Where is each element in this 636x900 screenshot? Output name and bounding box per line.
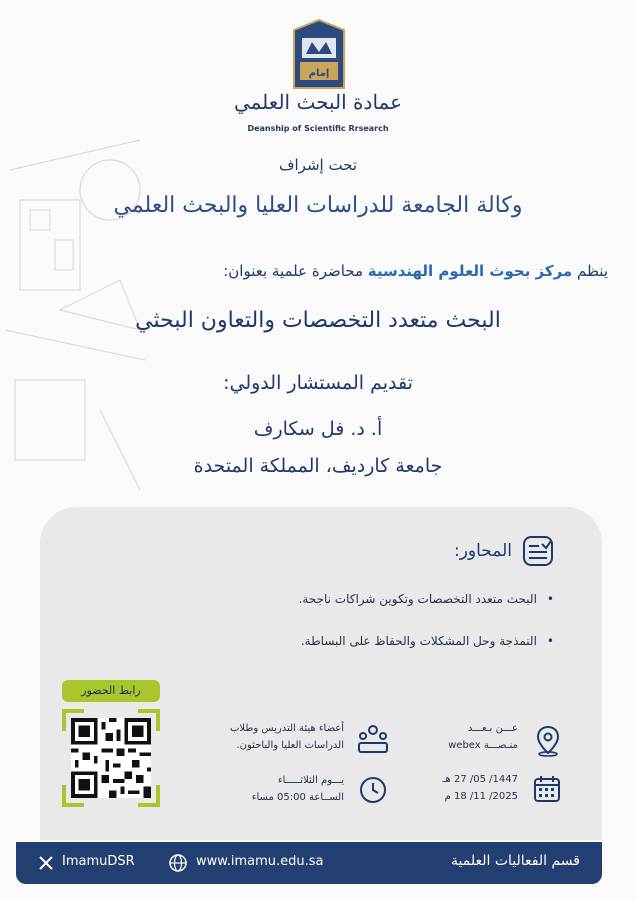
globe-icon (168, 853, 188, 873)
intro-suffix: محاضرة علمية بعنوان: (223, 262, 368, 280)
research-center-name: مركز بحوث العلوم الهندسية (367, 262, 573, 280)
deanship-name-english: Deanship of Scientific Rrsearch (247, 124, 389, 133)
bullet-icon: • (546, 634, 554, 648)
time-line: الســاعة 05:00 مساء (251, 792, 344, 803)
audience-line: أعضاء هيئة التدريس وطلاب (230, 723, 344, 734)
date-text (443, 771, 518, 805)
axis-item-text: البحث متعدد التخصصات وتكوين شراكات ناجحة. (298, 592, 537, 606)
day-line: يـــوم الثلاثـــــاء (277, 775, 344, 786)
location-pin-icon (534, 725, 562, 757)
intro-line (223, 262, 608, 280)
intro-prefix: ينظم (572, 262, 608, 280)
axis-item (299, 592, 554, 606)
speaker-affiliation: جامعة كارديف، المملكة المتحدة (193, 455, 443, 477)
audience-text (230, 720, 344, 754)
vice-rectorate-title: وكالة الجامعة للدراسات العليا والبحث العلمي (113, 193, 523, 218)
speaker-name: أ. د. فل سكارف (253, 418, 383, 440)
axis-item-text: النمذجة وحل المشكلات والحفاظ على البساطة. (300, 634, 537, 648)
gregorian-date: 2025/ 11/ 18 م (444, 791, 518, 802)
attendance-link-label: رابط الحضور (62, 680, 160, 702)
hijri-date: 1447/ 05/ 27 هـ (442, 774, 518, 785)
social-handle[interactable]: ImamuDSR (62, 854, 135, 869)
attendance-qr-code[interactable] (71, 718, 151, 798)
footer-bar (16, 842, 602, 884)
mode-text (448, 720, 518, 754)
platform-line: منـصـــة webex (448, 740, 518, 751)
deanship-name-arabic: عمادة البحث العلمي (233, 90, 403, 114)
details-panel (40, 507, 602, 840)
website-link[interactable]: www.imamu.edu.sa (196, 854, 324, 869)
axes-heading-text: المحاور: (453, 541, 512, 561)
clock-icon (358, 775, 388, 805)
audience-icon (356, 723, 390, 755)
lecture-title: البحث متعدد التخصصات والتعاون البحثي (135, 308, 501, 333)
time-text (252, 772, 344, 806)
calendar-icon (532, 774, 562, 804)
checklist-icon (522, 535, 554, 567)
audience-line: الدراسات العليا والباحثون. (236, 740, 344, 751)
mode-line: عـــن بـعـــد (467, 723, 518, 734)
axis-item (301, 634, 554, 648)
axes-heading (454, 535, 554, 567)
presented-by-label: تقديم المستشار الدولي: (223, 372, 413, 394)
supervision-label: تحت إشراف (278, 156, 358, 174)
logo-text: إمام (308, 68, 330, 79)
x-logo-icon (38, 855, 54, 871)
footer-department: قسم الفعاليات العلمية (451, 853, 580, 869)
bullet-icon: • (546, 592, 554, 606)
university-logo (290, 18, 348, 90)
